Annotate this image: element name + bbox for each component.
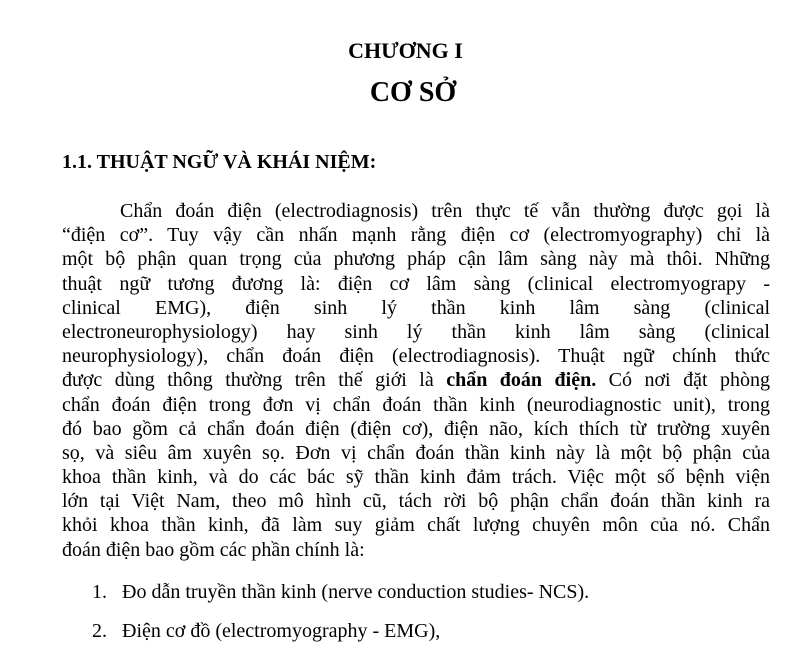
paragraph-text: Có nơi đặt phòng (608, 369, 770, 392)
numbered-list (92, 580, 589, 658)
paragraph-line: electroneurophysiology) hay sinh lý thần kinh lâm sàng (clinical (62, 320, 770, 343)
list-number: 1. (92, 581, 107, 603)
paragraph-line: sọ, và siêu âm xuyên sọ. Đơn vị chẩn đoán thần kinh này là một bộ phận của (62, 441, 770, 464)
list-item (92, 619, 589, 658)
chapter-label: CHƯƠNG I (348, 38, 463, 63)
paragraph-text: được dùng thông thường trên thế giới là (62, 369, 434, 392)
paragraph-line: Chẩn đoán điện (electrodiagnosis) trên thực tế vẫn thường được gọi là (120, 200, 770, 222)
paragraph-line: khỏi khoa thần kinh, đã làm suy giảm chất lượng chuyên môn của nó. Chẩn (62, 514, 770, 537)
paragraph-line: đoán điện bao gồm các phần chính là: (62, 538, 365, 561)
paragraph-line: thuật ngữ tương đương là: điện cơ lâm sàng (clinical electromyograpy - (62, 272, 770, 295)
list-text: Điện cơ đồ (electromyography - EMG), (122, 620, 441, 642)
paragraph-line-mixed (62, 368, 770, 392)
list-number: 2. (92, 620, 107, 642)
paragraph-line: “điện cơ”. Tuy vậy cần nhấn mạnh rằng điện cơ (electromyography) chỉ là (62, 224, 770, 247)
body-paragraph (62, 199, 770, 562)
chapter-title: CƠ SỞ (369, 77, 457, 108)
paragraph-line: khoa thần kinh, và do các bác sỹ thần kinh đảm trách. Việc một số bệnh viện (62, 466, 770, 489)
paragraph-line: lớn tại Việt Nam, theo mô hình cũ, tách rời bộ phận chẩn đoán thần kinh ra (62, 490, 770, 513)
paragraph-line: đó bao gồm cả chẩn đoán điện (điện cơ), điện não, kích thích từ trường xuyên (62, 417, 770, 440)
paragraph-line: một bộ phận quan trọng của phương pháp cận lâm sàng này mà thôi. Những (62, 248, 770, 271)
paragraph-line: clinical EMG), điện sinh lý thần kinh lâm sàng (clinical (62, 296, 770, 319)
list-text: Đo dẫn truyền thần kinh (nerve conduction studies- NCS). (122, 581, 590, 603)
section-heading: 1.1. THUẬT NGỮ VÀ KHÁI NIỆM: (62, 151, 377, 173)
emphasized-term: chẩn đoán điện. (446, 369, 597, 392)
list-item (92, 580, 589, 619)
paragraph-line: chẩn đoán điện trong đơn vị chẩn đoán thần kinh (neurodiagnostic unit), trong (62, 393, 770, 416)
paragraph-line: neurophysiology), chẩn đoán điện (electrodiagnosis). Thuật ngữ chính thức (62, 345, 770, 368)
